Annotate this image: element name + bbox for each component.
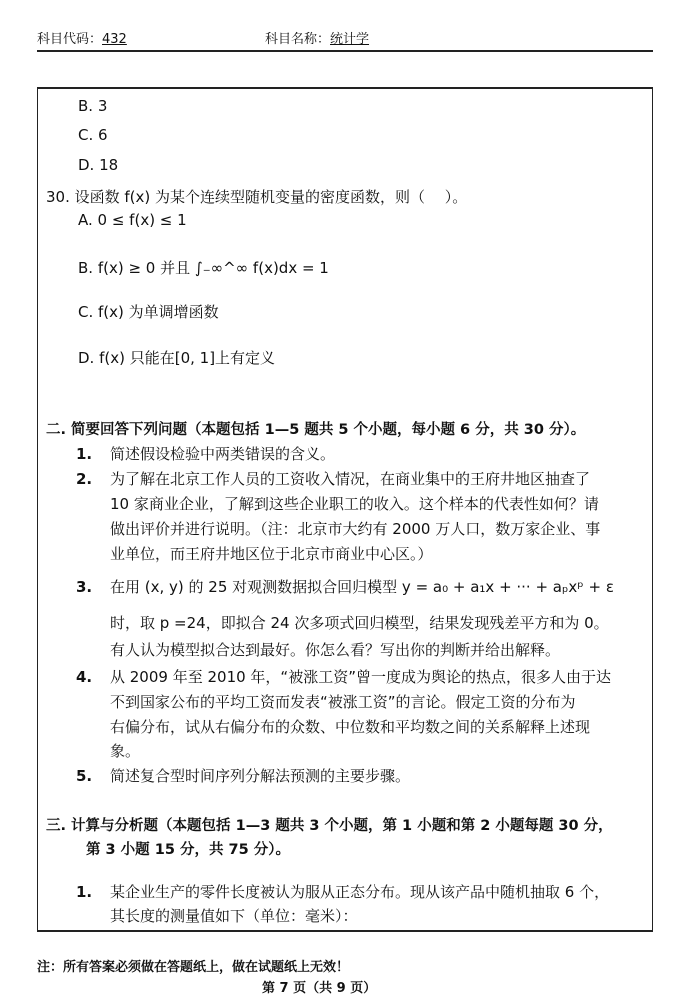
s2-q5-num: 5.	[76, 767, 93, 785]
subject-code	[37, 30, 127, 50]
s2-q3-line: 时，取 p =24，即拟合 24 次多项式回归模型，结果发现残差平方和为 0。	[110, 614, 609, 632]
s2-q2-line: 业单位，而王府井地区位于北京市商业中心区。）	[110, 545, 433, 563]
s2-q5-line: 简述复合型时间序列分解法预测的主要步骤。	[110, 767, 411, 785]
option-c: C. 6	[78, 126, 108, 144]
s2-q4-line: 象。	[110, 742, 141, 760]
s2-q1-line: 简述假设检验中两类错误的含义。	[110, 445, 336, 463]
header-divider	[37, 50, 653, 52]
subject-code-label: 科目代码：	[37, 32, 103, 47]
s2-q3-line: 有人认为模型拟合达到最好。你怎么看？写出你的判断并给出解释。	[110, 641, 561, 659]
s2-q4-line: 不到国家公布的平均工资而发表“被涨工资”的言论。假定工资的分布为	[110, 693, 576, 711]
s2-q3-num: 3.	[76, 578, 93, 596]
subject-code-value: 432	[102, 32, 127, 47]
q30-option-b: B. f(x) ≥ 0 并且 ∫₋∞^∞ f(x)dx = 1	[78, 259, 329, 277]
section2-title: 二. 简要回答下列问题（本题包括 1—5 题共 5 个小题，每小题 6 分，共 30 分）。	[46, 422, 586, 438]
s2-q2-line: 10 家商业企业，了解到这些企业职工的收入。这个样本的代表性如何？请	[110, 495, 599, 513]
section3-title: 三. 计算与分析题（本题包括 1—3 题共 3 个小题，第 1 小题和第 2 小题每题 30 分，	[46, 818, 613, 834]
q30-option-a: A. 0 ≤ f(x) ≤ 1	[78, 211, 187, 229]
s3-q1-line: 某企业生产的零件长度被认为服从正态分布。现从该产品中随机抽取 6 个，	[110, 883, 610, 901]
s2-q2-line: 为了解在北京工作人员的工资收入情况，在商业集中的王府井地区抽查了	[110, 470, 591, 488]
subject-name	[265, 30, 369, 50]
q30-option-d: D. f(x) 只能在[0, 1]上有定义	[78, 349, 276, 367]
s2-q3-line: 在用 (x, y) 的 25 对观测数据拟合回归模型 y = a₀ + a₁x + ··· + aₚxᵖ + ε	[110, 578, 614, 596]
s2-q2-num: 2.	[76, 470, 93, 488]
q30-option-c: C. f(x) 为单调增函数	[78, 303, 219, 321]
s2-q4-num: 4.	[76, 668, 93, 686]
s2-q4-line: 右偏分布，试从右偏分布的众数、中位数和平均数之间的关系解释上述现	[110, 718, 591, 736]
subject-name-value: 统计学	[330, 32, 370, 47]
s2-q4-line: 从 2009 年至 2010 年，“被涨工资”曾一度成为舆论的热点，很多人由于达	[110, 668, 611, 686]
q30-stem: 30. 设函数 f(x) 为某个连续型随机变量的密度函数，则（ ）。	[46, 188, 468, 206]
s3-q1-line: 其长度的测量值如下（单位：毫米）：	[110, 907, 358, 925]
s2-q2-line: 做出评价并进行说明。（注：北京市大约有 2000 万人口，数万家企业、事	[110, 520, 601, 538]
option-d: D. 18	[78, 156, 119, 174]
s3-q1-num: 1.	[76, 883, 93, 901]
option-b: B. 3	[78, 97, 108, 115]
page-number: 第 7 页（共 9 页）	[262, 981, 377, 996]
subject-name-label: 科目名称：	[265, 32, 331, 47]
section3-title-cont: 第 3 小题 15 分，共 75 分）。	[86, 842, 290, 858]
s2-q1-num: 1.	[76, 445, 93, 463]
footer-note: 注：所有答案必须做在答题纸上，做在试题纸上无效！	[37, 960, 350, 975]
